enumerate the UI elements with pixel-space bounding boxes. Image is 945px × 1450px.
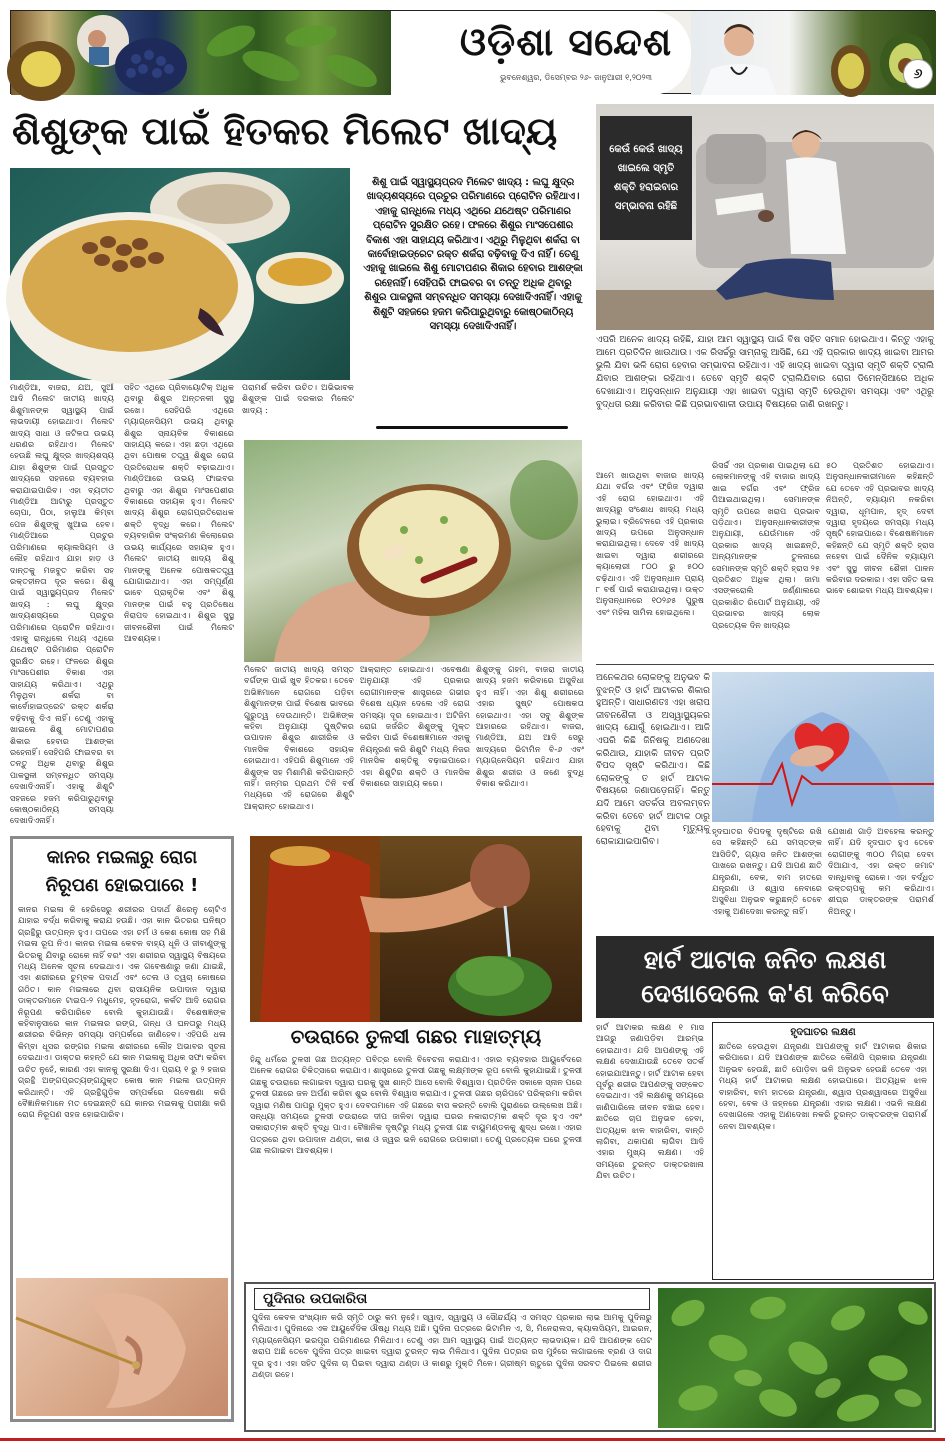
millet-lead-underline — [376, 426, 568, 429]
ear-headline: କାନର ମଇଳାରୁ ରୋଗ ନିରୂପଣ ହୋଇପାରେ ! — [45, 847, 199, 896]
millet-lower-col-b — [360, 664, 470, 830]
millet-column-2 — [124, 382, 234, 830]
millet-lead-paragraph — [362, 176, 584, 334]
millet-c2b-text: ଆକ୍ରାନ୍ତ ହୋଇଥାଏ। ଏବେଷଣା ଅନୁଯାୟୀ ଏହି ପ୍ରକାର ରୋଗୀମାନଙ୍କ ଶାସ୍ତ୍ରରେ ଗଭୀର ବିଶେଷ ଧ୍ୟାନ ଦେଲେ ଏହି ରୋଗ ସମସ୍ୟା ଦୂର ହୋଇଥାଏ। ଅଟିଜିମ ରୋଗ ଜର୍ଜରିତ ଶିଶୁଙ୍କୁ ମୁକ୍ତ କରିବା ପାଇଁ ବିଶେଷଜ୍ଞମାନେ ଏହାକୁ ନିୟନ୍ତ୍ରଣ କରି ଶିଶୁଟି ମଧ୍ୟ ନିଜର ମାନସିକ ଶକ୍ତିକୁ ବଢ଼ାଇପାରେ। ଏହା ଶିଶୁଟିର ଶକ୍ତି ଓ ମାନସିକ ବିକାଶରେ ସାହାଯ୍ୟ କରେ। — [360, 664, 470, 789]
heart-column-a — [712, 826, 822, 932]
memory-column-3 — [826, 460, 934, 660]
millet-bowl-photo — [244, 440, 582, 662]
masthead — [10, 10, 935, 94]
millet-col3-text: ପରାମର୍ଶ କରିବା ଉଚିତ। ଅଭିଭାବକ ଶିଶୁଙ୍କ ପାଇଁ ଦରକାର ମିଲେଟ ଖାଦ୍ୟ : — [242, 382, 354, 415]
memory-col3-text: ୫୦ ପ୍ରତିଶତ ହୋଇଥାଏ। ଅନୁସନ୍ଧାନକାରୀମାନେ କହିଛନ୍ତି ଯେ ତେବେ ଏହି ପ୍ରଭାବର ଖାଦ୍ୟ ନିଅନ୍ତି, ବ୍ୟାୟାମ ନକରିବା ଦ୍ୱାରା, ଧୂମପାନ, ହୃଦ୍ ଦେବୀ ଦ୍ୱାରା ହୃଦୟରେ ସମସ୍ୟା ମଧ୍ୟ ସୃଷ୍ଟି ହୋଇପାରେ। ବିଶେଷଜ୍ଞମାନେ କହିଛନ୍ତି ଯେ ସ୍ମୃତି ଶକ୍ତି ହ୍ରାସ ନହେବା ପାଇଁ ଦୈନିକ ବ୍ୟାୟାମ ଏବଂ ସୁସ୍ଥ ଜୀବନ ଶୈଳୀ ପାଳନ କରିବାର ଦରକାର। ଏହା ସହିତ ଭଲ ଭାବେ ଶୋଇବା ମଧ୍ୟ ଆବଶ୍ୟକ। — [826, 460, 934, 596]
millet-lower-col-a — [244, 664, 354, 830]
mint-headline-box — [254, 1288, 650, 1310]
memory-column-2 — [712, 460, 820, 660]
heart-symptoms-text: ଛାତିରେ ହେଉଥିବା ଯନ୍ତ୍ରଣା ଆପଣଙ୍କୁ ହାର୍ଟ ଆଟାକର ଶିକାର କରିପାରେ। ଯଦି ଆପଣଙ୍କ ଛାତିରେ କୌଣସି ପ୍ରକାର ଯନ୍ତ୍ରଣା ଅନୁଭବ ହେଉଛି, ଛାତି ପୋଡ଼ିବା ଭଳି ଅନୁଭବ ହେଉଛି ତେବେ ଏହା ମଧ୍ୟ ହାର୍ଟ ଆଟାକର ଲକ୍ଷଣ ହୋଇପାରେ। ଅତ୍ୟଧିକ ଝାଳ ବାହାରିବା, ବାମ ହାତରେ ଯନ୍ତ୍ରଣା, ଶ୍ୱାସ ପ୍ରଶ୍ୱାସରେ ଅସୁବିଧା ହେବା, ବେକ ଓ ଜହ୍ନରେ ଯନ୍ତ୍ରଣା ଏହାର ଲକ୍ଷଣ। ଏଭଳି ଲକ୍ଷଣ ଦେଖାଗଲେ ଏହାକୁ ଅଣଦେଖା ନକରି ତୁରନ୍ତ ଡାକ୍ତରଙ୍କ ପରାମର୍ଶ ନେବା ଆବଶ୍ୟକ। — [719, 1041, 927, 1131]
heart-lead-paragraph — [596, 672, 710, 847]
heart-column-c — [596, 1022, 704, 1280]
dateline: ଭୁବନେଶ୍ୱର, ଡିସେମ୍ବର ୨୬- ଜାନୁଆରୀ ୧,୨୦୨୩ — [500, 73, 652, 82]
heart-symptoms-box — [712, 1022, 934, 1280]
mint-body — [252, 1312, 652, 1428]
page-bottom-rule — [0, 1438, 945, 1441]
mint-headline: ପୁଦିନାର ଉପକାରିତା — [263, 1291, 368, 1307]
millet-porridge-photo — [10, 168, 350, 380]
tulsi-pouring-photo — [250, 836, 582, 1022]
millet-column-1 — [10, 382, 114, 830]
heart-col-c-text: ହାର୍ଟ ଆଟାକର ଲକ୍ଷଣ ୧ ମାସ ଆଗରୁ ଜଣାପଡ଼ିବା ଆରମ୍ଭ ହୋଇଥାଏ। ଯଦି ଆପଣଙ୍କୁ ଏହି ଲକ୍ଷଣ ଦେଖାଯାଉଛି ତେବେ ସତର୍କ ହୋଇଯାଆନ୍ତୁ। ହାର୍ଟ ଆଟାକ ହେବା ପୂର୍ବରୁ ଶରୀର ଆପଣଙ୍କୁ ସଙ୍କେତ ଦେଇଥାଏ। ଏହି ଲକ୍ଷଣକୁ ସମୟରେ ଜାଣିପାରିଲେ ଜୀବନ ବଞ୍ଚାଇ ହେବ। ଛାତିରେ ଚାପ ଅନୁଭବ ହେବା, ଅତ୍ୟଧିକ ଝାଳ ବାହାରିବା, ବାନ୍ତି ଲାଗିବା, ଥକାପଣ ଲାଗିବା ଆଦି ଏହାର ମୁଖ୍ୟ ଲକ୍ଷଣ। ଏହି ସମୟରେ ତୁରନ୍ତ ଡାକ୍ତରଖାନା ଯିବା ଉଚିତ। — [596, 1022, 704, 1181]
millet-col2-text: ସହିତ ଏଥିରେ ପ୍ରିବାୟୋଟିକ୍ ଅଧିକ ଥିବାରୁ ଶିଶୁର ଅନ୍ତନଳୀ ସୁସ୍ଥ ରଖେ। ସେହିପରି ଏଥିରେ ମ୍ୟାଗ୍ନେସିୟମ ଉଭୟ ଥିବାରୁ ଶିଶୁର ସ୍ନାୟବିକ ବିକାଶରେ ସାହାଯ୍ୟ କରେ। ଏହା ଛଡ଼ା ଏଥିରେ ଥିବା ପୋଷକ ତତ୍ତ୍ୱ ଶିଶୁର ରୋଗ ପ୍ରତିରୋଧକ ଶକ୍ତି ବଢ଼ାଇଥାଏ। ମାଣ୍ଡିଆରେ ଉଭୟ ଫାଇବର ଥିବାରୁ ଏହା ଶିଶୁର ମାଂସପେଶୀର ବିକାଶରେ ସହାୟକ ହୁଏ। ମିଲେଟ ଖାଦ୍ୟ ଶିଶୁର ରୋଗପ୍ରତିରୋଧକ ଶକ୍ତି ବୃଦ୍ଧି କରେ। ମିଲେଟ ବ୍ୟବହାରିକ ସଂକ୍ରମଣ କିଲୋରେର ଉଭୟ କାର୍ଯ୍ୟରେ ସହାୟକ ହୁଏ। ମିଲେଟ ଜାତୀୟ ଖାଦ୍ୟ ଶିଶୁ ମାନଙ୍କୁ ଅନେକ ପୋଷକତତ୍ତ୍ୱ ଯୋଗାଇଥାଏ। ଏହା ସମ୍ପୂର୍ଣ୍ଣ ଭାବେ ପ୍ରାକୃତିକ ଏବଂ ଶିଶୁ ମାନଙ୍କ ପାଇଁ ବହୁ ପ୍ରତିଷେଧ ନିରାପଦ ହୋଇଥାଏ। ଶିଶୁର ସୁସ୍ଥ ଜୀବନଶୈଳୀ ପାଇଁ ମିଲେଟ ଆବଶ୍ୟକ। — [124, 382, 234, 643]
memory-bottom-rule — [596, 664, 934, 665]
memory-column-1 — [596, 470, 704, 660]
millet-lead-text: ଶିଶୁ ପାଇଁ ସ୍ୱାସ୍ଥ୍ୟପ୍ରଦ ମିଲେଟ ଖାଦ୍ୟ : ଲଘୁ କ୍ଷୁଦ୍ର ଖାଦ୍ୟଶସ୍ୟରେ ପ୍ରଚୁର ପରିମାଣରେ ପ୍ରୋଟିନ ରହିଥାଏ। ଏହାକୁ ରାନ୍ଧିଲେ ମଧ୍ୟ ଏଥିରେ ଯଥେଷ୍ଟ ପରିମାଣର ପ୍ରୋଟିନ ସୁରକ୍ଷିତ ରହେ। ଫଳରେ ଶିଶୁର ମାଂସପେଶୀର ବିକାଶ ଏହା ସାହାଯ୍ୟ କରିଥାଏ। ଏଥିରୁ ମିଳୁଥିବା ଶର୍କରା ବା କାର୍ବୋହାଇଡ୍ରେଟ ରକ୍ତ ଶର୍କରା ବଢ଼ିବାକୁ ଦିଏ ନାହିଁ। ତେଣୁ ଏହାକୁ ଖାଇଲେ ଶିଶୁ ମୋଟାପଣର ଶିକାର ହେବାର ଆଶଙ୍କା ରହେନାହିଁ। ସେହିପରି ଫାଇବର ବା ତନ୍ତୁ ଅଧିକ ଥିବାରୁ ଶିଶୁର ପାକସ୍ଥଳୀ ସମ୍ବନ୍ଧିତ ସମସ୍ୟା ଦେଖାଦିଏନାହିଁ। ଏହାକୁ ଶିଶୁଟି ସହଜରେ ହଜମ କରିପାରୁଥିବାରୁ କୋଷ୍ଠକାଠିନ୍ୟ ସମସ୍ୟା ଦେଖାଦିଏନାହିଁ। — [363, 177, 583, 333]
memory-callout-box — [600, 116, 692, 240]
masthead-food-photo — [11, 11, 391, 95]
heart-headline-box — [596, 936, 934, 1018]
memory-col2-text: ରିସର୍ଚ୍ଚ ଏହା ପ୍ରକାଶ ପାଇଥିଲା ଯେ ଲୋକମାନଙ୍କୁ ଏହି ବାଜାର ଖାଦ୍ୟ ଖାଇ ବର୍ଗର ଏବଂ ଫ୍ରିଜ ପିଆଇଥାଇଥିଲା। ସେମାନଙ୍କ ସ୍ମୃତି ଉପରେ ଖରାପ ପ୍ରଭାବ ପଡ଼ିଥାଏ। ଅନୁସନ୍ଧାନକାରୀଙ୍କ ଅନୁଯାୟୀ, ଯେଉଁମାନେ ଏହି ପ୍ରକାର ଖାଦ୍ୟ ଖାଇଛନ୍ତି, ଅନ୍ୟମାନଙ୍କ ତୁଳନାରେ ସେମାନଙ୍କ ସ୍ମୃତି ଶକ୍ତି ହ୍ରାସ ୨୫ ପ୍ରତିଶତ ଅଧିକ ଥିଲା। ଜାମା ଏସଙ୍କରୋଲି ଜର୍ଣ୍ଣାଲରେ ପ୍ରକାଶିତ ରିପୋର୍ଟ ଅନୁଯାୟୀ, ଏହି ପ୍ରଭାବର ଖାଦ୍ୟ ଲୋକ ପ୍ରତ୍ୟେକ ଦିନ ଖାଦ୍ୟର — [712, 460, 820, 630]
heart-lead-text: ଅନେକଥର ଲୋକଙ୍କୁ ଅନୁଭବ କି ବୁଝନ୍ତି ଓ ହାର୍ଟ ଆଟାକର ଶିକାର ହୁଅନ୍ତି। ସାଧାରଣତଃ ଏହା ଖରାପ ଜୀବନଶୈଳୀ ଓ ଅସ୍ୱାସ୍ଥ୍ୟକର ଖାଦ୍ୟ ଯୋଗୁଁ ହୋଇଥାଏ। ଆଜି ଏପରି କିଛି ଜିନିଷକୁ ଅଣଦେଖା କରିଥାଉ, ଯାହାକି ଜୀବନ ପ୍ରତି ବିପଦ ସୃଷ୍ଟି କରିଥାଏ। କିଛି ଲୋକଙ୍କୁ ତ ହାର୍ଟ ଆଟାକ ବିଷୟରେ ଜଣାପଡ଼େନାହିଁ। କିନ୍ତୁ ଯଦି ଆମେ ସତର୍କତା ଅବଲମ୍ବନ କରିବା ତେବେ ହାର୍ଟ ଆଟାକ ଠାରୁ ହେବାକୁ ଥିବା ମୃତ୍ୟୁକୁ ରୋକାଯାଇପାରିବ। — [596, 673, 710, 847]
mint-body-text: ପୁଦିନା କେବଳ ସଂଖ୍ୟାନ କରି ସ୍ମୃତି ଠାରୁ କମ ନୁହେଁ। ସ୍ୱାଦ, ସ୍ୱାସ୍ଥ୍ୟ ଓ ସୌନ୍ଦର୍ଯ୍ୟ ଏ ସମସ୍ତ ପ୍ରକାର ଲାଭ ଆମକୁ ପୁଦିନାରୁ ମିଳିଥାଏ। ପୁଦିନାରେ ଏକ ଆୟୁର୍ବେଦିକ ଔଷଧି ମଧ୍ୟ ଅଛି। ପୁଦିନା ପତ୍ରରେ ଭିଟାମିନ ଏ, ସି, ମିନେରାଲସ, କ୍ୟାଲସିୟମ, ଆଇରନ, ମ୍ୟାଗ୍ନେସିୟମ ଭରପୂର ପରିମାଣରେ ମିଳିଥାଏ। ତେଣୁ ଏହା ଆମ ସ୍ୱାସ୍ଥ୍ୟ ପାଇଁ ଅତ୍ୟନ୍ତ ଲାଭଦାୟକ। ଯଦି ଆପଣଙ୍କ ପେଟ ଖରାପ ଅଛି ତେବେ ପୁଦିନା ପତ୍ର ଖାଇବା ଦ୍ୱାରା ତୁରନ୍ତ ଲାଭ ମିଳିଥାଏ। ପୁଦିନା ପତ୍ରର ରସ ମୁହଁରେ ଲଗାଇଲେ ବ୍ରଣ ଓ ଦାଗ ଦୂର ହୁଏ। ଏହା ସହିତ ପୁଦିନା ଚା ପିଇବା ଦ୍ୱାରା ଥଣ୍ଡା ଓ କାଶରୁ ମୁକ୍ତି ମିଳେ। ଗ୍ରୀଷ୍ମ ଋତୁରେ ପୁଦିନା ସରବତ ପିଇଲେ ଶରୀର ଥଣ୍ଡା ରହେ। — [252, 1312, 652, 1380]
memory-col1-text: ଆମେ ଖାଉଥିବା ବାଜାର ଖାଦ୍ୟ ଯଥା ବର୍ଗର ଏବଂ ଫ୍ରିଜ ଦ୍ୱାରା ଏହି ରୋଗ ହୋଇଥାଏ। ଏହି ଖାଦ୍ୟରୁ ସଂଶୋଧ ଖାଦ୍ୟ ମଧ୍ୟ ଭୁଲାଇ। ବ୍ରିଟେନରେ ଏହି ପ୍ରକାର ଖାଦ୍ୟ ଉପରେ ଅନୁସନ୍ଧାନ କରାଯାଇଥିଲା। ଦେବେ ଏହି ଖାଦ୍ୟ ଖାଇବା ଦ୍ୱାରା ଶରୀରରେ କ୍ୟାଲୋରୀ ୮୦୦ ରୁ ୫୦୦ ଚଢ଼ିଥାଏ। ଏହି ଅନୁସନ୍ଧାନ ପ୍ରାୟ ୮ ବର୍ଷ ପାଇଁ କରାଯାଇଥିଲା। ଉକ୍ତ ଅନୁସନ୍ଧାନରେ ୧୦୨୬୫ ପୁରୁଷ ଏବଂ ମହିଳା ସାମିଲ ହୋଇଥିଲେ। — [596, 470, 704, 617]
page-number: ୬ — [913, 66, 923, 82]
memory-lead-paragraph — [596, 334, 934, 456]
heart-col-a-text: ହୃଦଘାତର ବିପଦକୁ ଦୃଷ୍ଟିରେ ରଖି ସେ କହିଛନ୍ତି ଯେ ସମସ୍ତଙ୍କ ଆସିଡିଟି, ଗ୍ୟାସ ଜନିତ ଆଶଙ୍କା ପାଖରେ ରଖନ୍ତୁ। ଯଦି ଆପଣ ଛାତି ଯନ୍ତ୍ରଣା, ବେକ, ବାମ ହାତରେ ଯନ୍ତ୍ରଣା ଓ ଶ୍ୱାସ ନେବାରେ ଅସୁବିଧା ଅନୁଭବ କରୁଛନ୍ତି ତେବେ ଏହାକୁ ଅଣଦେଖା କରନ୍ତୁ ନାହିଁ। — [712, 826, 822, 916]
millet-c2c-text: ଶିଶୁଙ୍କୁ ଗହମ, ବାଜରା ଜାତୀୟ ଖାଦ୍ୟ ହଜମ କରିବାରେ ଅସୁବିଧା ହୁଏ ନାହିଁ। ଏହା ଶିଶୁ ଶରୀରରେ ଏହାର ସୁଷ୍ଟ ପୋଷକତା ହୋଇଥାଏ। ଏହା ସବୁ ଶିଶୁଙ୍କ ଆହାରରେ ରହିଥାଏ। ବାଜରା, ମାଣ୍ଡିଆ, ଯଅ ଆଦି ସେରୁ ଖାଦ୍ୟରେ ଭିଟାମିନ ବି-୬ ଏବଂ ମ୍ୟାଗ୍ନେସିୟମ ରହିଥାଏ ଯାହା ଶିଶୁର ଶରୀର ଓ ଜଣେ ବୁଦ୍ଧି ବିକାଶ କରିଥାଏ। — [476, 664, 584, 789]
heart-headline: ହାର୍ଟ ଆଟାକ ଜନିତ ଲକ୍ଷଣ ଦେଖାଦେଲେ କ'ଣ କରିବେ — [641, 945, 889, 1008]
heart-symptoms-title: ହୃଦଘାତର ଲକ୍ଷଣ — [790, 1027, 856, 1038]
ear-body-text: କାନର ମଇଳା କି ହେରିସେରୁ ଶରୀରର ପଦାର୍ଥ ଶିରେନୁ ଚୋଟିଏ ଯାହାର ବର୍ଦ୍ଧ କରିବାକୁ କରାଯ ହଉଛି। ଏହା କାନ ଭିତରର ଘନିଷ୍ଠ ଗ୍ରନ୍ଥିରୁ ଉତ୍ପନ୍ନ ହୁଏ। ତାପରେ ଏହା ଚର୍ମ ଓ କେଶ କୋଷ ସହ ମିଶି ମଇଳା ରୂପ ନିଏ। କାନର ମଇଳା କେବଳ ବାହ୍ୟ ଧୂଳି ଓ ଜୀବାଣୁଙ୍କୁ ଭିତରକୁ ଯିବାରୁ ରୋକେ ନାହିଁ ବରଂ ଏହା ଶରୀରର ସ୍ୱାସ୍ଥ୍ୟ ବିଷୟରେ ମଧ୍ୟ ଅନେକ ସୂଚନା ଦେଇଥାଏ। ଏକ ଗବେଷଣାରୁ ଜଣା ଯାଇଛି, ଏହା ଶରୀରରେ ଚୁମ୍ବକ ପଦାର୍ଥ ଏବଂ ତେଲ ଓ ତ୍ୱଚା କୋଷରେ ଗଠିତ। କାନ ମଇଳାରେ ଥିବା ରାସାୟନିକ ଉପାଦାନ ଦ୍ୱାରା ଡାକ୍ତରମାନେ ଟାଇପ-୨ ମଧୁମେହ, ହୃଦରୋଗ, କର୍କଟ ଆଦି ରୋଗର ନିରୂପଣ କରିପାରିବେ ବୋଲି କୁହାଯାଉଛି। ବିଶେଷଜ୍ଞଙ୍କ କହିବାନୁସାରେ କାନ ମଇଳାର ରଙ୍ଗ, ଗନ୍ଧ ଓ ଘନତାରୁ ମଧ୍ୟ ଶରୀରର ବିଭିନ୍ନ ସମସ୍ୟା ସମ୍ପର୍କରେ ଜାଣିହେବ। ଏହିପରି ଧଳା କିମ୍ବା ଧୂସର ରଙ୍ଗର ମଇଳା ଶରୀରରେ ଲୌହ ଅଭାବର ସୂଚନା ଦେଇଥାଏ। ଡାକ୍ତର କହନ୍ତି ଯେ କାନ ମଇଳାକୁ ଅଧିକ ସଫା କରିବା ଉଚିତ ନୁହେଁ, କାରଣ ଏହା କାନକୁ ସୁରକ୍ଷା ଦିଏ। ପ୍ରାୟ ୧ ରୁ ୨ ହଜାର ଗ୍ରନ୍ଥି ଅଙ୍ଗପ୍ରତ୍ୟଙ୍ଗଯୁକ୍ତ କୋଷ କାନ ମଇଳା ଉତ୍ପନ୍ନ କରିଥାନ୍ତି। ଏହି ଗ୍ରନ୍ଥିଗୁଡ଼ିକ ସମ୍ପର୍କରେ ଗବେଷଣା କରି ବୈଜ୍ଞାନିକମାନେ ମତ ଦେଇଛନ୍ତି ଯେ କାନର ମଇଳାକୁ ପରୀକ୍ଷା କରି ରୋଗ ନିରୂପଣ ସହଜ ହୋଇପାରିବ। — [18, 904, 226, 1120]
ear-body — [18, 904, 226, 1276]
masthead-doctor-photo — [691, 11, 936, 95]
millet-c2a-text: ମିଲେଟ ଜାତୀୟ ଖାଦ୍ୟ ସମସ୍ତ ବର୍ଗଙ୍କ ପାଇଁ ଖୁବ ହିତକର। ତେବେ ଅଭିଜ୍ଞମାନେ ରୋଗରେ ପଡ଼ିବା ଶିଶୁମାନଙ୍କ ପାଇଁ ବିଶେଷ ଭାବରେ ଗୁରୁତ୍ୱ ଦେଉଥାନ୍ତି। ଅଭିଜ୍ଞଙ୍କ କହିବା ଅନୁଯାୟୀ ପୁଷ୍ଟିକର ଉପାଦାନ ଶିଶୁର ଶାରୀରିକ ଓ ମାନସିକ ବିକାଶରେ ସହାୟକ ହୋଇଥାଏ। ଏହିପରି ଶିଶୁମାନେ ଏହି ଶିଶୁଙ୍କ ସହ ମିଶାମିଶି କରିପାରନ୍ତି ନାହିଁ। ଜନ୍ମର ପ୍ରଥମ ତିନି ବର୍ଷ ମଧ୍ୟରେ ଏହି ରୋଗରେ ଶିଶୁଟି ଆକ୍ରାନ୍ତ ହୋଇଥାଏ। — [244, 664, 354, 811]
heart-column-b — [828, 826, 934, 932]
ear-cleaning-photo — [16, 1278, 228, 1416]
newspaper-title: ଓଡ଼ିଶା ସନ୍ଦେଶ — [459, 20, 673, 64]
tulsi-body-text: ହିନ୍ଦୁ ଧର୍ମରେ ତୁଳସୀ ଗଛ ଅତ୍ୟନ୍ତ ପବିତ୍ର ବୋଲି ବିବେଚନା କରାଯାଏ। ଏହାର ବ୍ୟବହାର ଆୟୁର୍ବେଦରେ ଅନେକ ରୋଗର ଚିକିତ୍ସାରେ କରାଯାଏ। ଶାସ୍ତ୍ରରେ ତୁଳସୀ ଗଛକୁ ଲକ୍ଷ୍ମୀଙ୍କ ରୂପ ବୋଲି କୁହାଯାଇଛି। ତୁଳସୀ ଗଛକୁ ଚଉରାରେ ଲଗାଇବା ଦ୍ୱାରା ଘରକୁ ସୁଖ ଶାନ୍ତି ଆସେ ବୋଲି ବିଶ୍ୱାସ। ପ୍ରତିଦିନ ସକାଳେ ସ୍ନାନ ପରେ ତୁଳସୀ ଗଛରେ ଜଳ ଅର୍ପଣ କରିବା ଶୁଭ ବୋଲି ବିଶ୍ୱାସ କରାଯାଏ। ତୁଳସୀ ଗଛର ଚାରିପଟେ ପରିକ୍ରମା କରିବା ଦ୍ୱାରା ମଣିଷ ପାପରୁ ମୁକ୍ତ ହୁଏ। ଦେବତାମାନେ ଏହି ଗଛରେ ବାସ କରନ୍ତି ବୋଲି ପୁରାଣରେ ଉଲ୍ଲେଖ ଅଛି। ସନ୍ଧ୍ୟା ସମୟରେ ତୁଳସୀ ଚଉରାରେ ଦୀପ ଜାଳିବା ଦ୍ୱାରା ଘରର ନକାରାତ୍ମକ ଶକ୍ତି ଦୂର ହୁଏ ଏବଂ ସକାରାତ୍ମକ ଶକ୍ତି ବୃଦ୍ଧି ପାଏ। ବୈଜ୍ଞାନିକ ଦୃଷ୍ଟିରୁ ମଧ୍ୟ ତୁଳସୀ ଗଛ ବାୟୁମଣ୍ଡଳକୁ ଶୁଦ୍ଧ ରଖେ। ଏହାର ପତ୍ରରେ ଥିବା ଉପାଦାନ ଥଣ୍ଡା, କାଶ ଓ ଜ୍ୱର ଭଳି ରୋଗରେ ଉପକାରୀ। ତେଣୁ ପ୍ରତ୍ୟେକ ଘରେ ତୁଳସୀ ଗଛ ଲଗାଇବା ଆବଶ୍ୟକ। — [250, 1054, 582, 1156]
heart-col-b-text: ଯେଖାଣ ଗାଡ଼ି ଅବହେଳା କରନ୍ତୁ ନାହିଁ। ଯଦି ହୃଦଘାତ ହୁଏ ତେବେ ରୋଗୀଙ୍କୁ ୩୦୦ ମିଗ୍ରା ଦେବା ଦିଆଯାଏ, ଏହା ରକ୍ତ ଜମାଟ ବାନ୍ଧିବାକୁ ରୋକେ। ଏହା ବର୍ଦ୍ଧିତ ରକ୍ତଚାପକୁ କମ କରିଥାଏ। ଶୀଘ୍ର ଡାକ୍ତରଙ୍କ ପରାମର୍ଶ ନିଅନ୍ତୁ। — [828, 826, 934, 916]
millet-col1-text: ମାଣ୍ଡିଆ, ବାଜରା, ଯଅ, ସୁଆଁ ଆଦି ମିଲେଟ ଜାତୀୟ ଖାଦ୍ୟ ଶିଶୁମାନଙ୍କ ସ୍ୱାସ୍ଥ୍ୟ ପାଇଁ ଲାଭଦାୟୀ ହୋଇଥାଏ। ମିଲେଟ ଖାଦ୍ୟ ସାଧା ଓ ଜଟିଳତା ଉଭୟ ଧରଣର ରହିଥାଏ। ମିଲେଟ ହେଉଛି ଲଘୁ କ୍ଷୁଦ୍ର ଖାଦ୍ୟଶସ୍ୟ ଯାହା ଶିଶୁଙ୍କ ପାଇଁ ପ୍ରସ୍ତୁତ ଖାଦ୍ୟରେ ସହଜରେ ବ୍ୟବହାର କରାଯାଇପାରିବ। ଏହା ବ୍ୟତୀତ ମାଣ୍ଡିଆ ଆଟାରୁ ପ୍ରସ୍ତୁତ ଚୋପା, ପିଠା, ହାଲୁଆ କିମ୍ବା ପେଜ ଶିଶୁଙ୍କୁ ଖୁଆଇ ହେବ। ମାଣ୍ଡିଆରେ ପ୍ରଚୁର ପରିମାଣରେ କ୍ୟାଲସିୟମ ଓ ଲୌହ ରହିଥାଏ ଯାହା ହାଡ଼ ଓ ଦାନ୍ତକୁ ମଜବୁତ କରିବା ସହ ରକ୍ତହୀନତା ଦୂର କରେ। ଶିଶୁ ପାଇଁ ସ୍ୱାସ୍ଥ୍ୟପ୍ରଦ ମିଲେଟ ଖାଦ୍ୟ : ଲଘୁ କ୍ଷୁଦ୍ର ଖାଦ୍ୟଶସ୍ୟରେ ପ୍ରଚୁର ପରିମାଣରେ ପ୍ରୋଟିନ ରହିଥାଏ। ଏହାକୁ ରାନ୍ଧିଲେ ମଧ୍ୟ ଏଥିରେ ଯଥେଷ୍ଟ ପରିମାଣର ପ୍ରୋଟିନ ସୁରକ୍ଷିତ ରହେ। ଫଳରେ ଶିଶୁର ମାଂସପେଶୀର ବିକାଶ ଏହା ସାହାଯ୍ୟ କରିଥାଏ। ଏଥିରୁ ମିଳୁଥିବା ଶର୍କରା ବା କାର୍ବୋହାଇଡ୍ରେଟ ରକ୍ତ ଶର୍କରା ବଢ଼ିବାକୁ ଦିଏ ନାହିଁ। ତେଣୁ ଏହାକୁ ଖାଇଲେ ଶିଶୁ ମୋଟାପଣର ଶିକାର ହେବାର ଆଶଙ୍କା ରହେନାହିଁ। ସେହିପରି ଫାଇବର ବା ତନ୍ତୁ ଅଧିକ ଥିବାରୁ ଶିଶୁର ପାକସ୍ଥଳୀ ସମ୍ବନ୍ଧିତ ସମସ୍ୟା ଦେଖାଦିଏନାହିଁ। ଏହାକୁ ଶିଶୁଟି ସହଜରେ ହଜମ କରିପାରୁଥିବାରୁ କୋଷ୍ଠକାଠିନ୍ୟ ସମସ୍ୟା ଦେଖାଦିଏନାହିଁ। — [10, 382, 114, 826]
mint-leaves-photo — [658, 1288, 932, 1428]
millet-headline: ଶିଶୁଙ୍କ ପାଇଁ ହିତକର ମିଲେଟ ଖାଦ୍ୟ — [12, 109, 558, 153]
memory-lead-text: ଏପରି ଅନେକ ଖାଦ୍ୟ ରହିଛି, ଯାହା ଆମ ସ୍ୱାସ୍ଥ୍ୟ ପାଇଁ ବିଷ ସହିତ ସମାନ ହୋଇଥାଏ। କିନ୍ତୁ ଏହାକୁ ଆମେ ପ୍ରତିଦିନ ଖାଉଥାଉ। ଏକ ରିସର୍ଚ୍ଚରୁ ସାମ୍ନାକୁ ଆସିଛି, ଯେ ଏହି ପ୍ରକାର ଖାଦ୍ୟ ଖାଇବା ଆମର ଭୁଲି ଯିବା ଭଳି ରୋଗ ହେବାର ସମ୍ଭାବନା ରହିଥାଏ। ଏହି ଖାଦ୍ୟ ଖାଇବା ଦ୍ୱାରା ସ୍ମୃତି ଶକ୍ତି ଟ୍ରାଲି ଯିବାର ଆଶଙ୍କା ରହିଥାଏ। ତେବେ ସ୍ମୃତି ଶକ୍ତି ଟ୍ରାଲିଯିବାର ରୋଗ ଡିମେନ୍ସିଆରେ ଅଧିକ ଦେଖାଯାଏ। ଅନୁସନ୍ଧାନ ଅନୁଯାୟୀ ଏହା ଖାଇବା ଦ୍ୱାରା ସ୍ମୃତି ହେଉଥିବା ସମସ୍ୟା ଏବଂ ଏଥିରୁ ବୁଦ୍ଧତା ରକ୍ଷା କରିବାର କିଛି ପ୍ରଭାବଶାଳୀ ଉପାୟ ବିଷୟରେ ଜାଣି ରଖନ୍ତୁ। — [596, 335, 934, 410]
memory-callout-text: କେଉଁ କେଉଁ ଖାଦ୍ୟ ଖାଇଲେ ସ୍ମୃତି ଶକ୍ତି ହରାଇବାର ସମ୍ଭାବନା ରହିଛି — [609, 144, 683, 212]
tulsi-headline: ଚଉରାରେ ତୁଳସୀ ଗଛର ମାହାତ୍ମ୍ୟ — [290, 1026, 542, 1048]
millet-column-3 — [242, 382, 354, 434]
heart-attack-photo — [712, 672, 934, 822]
millet-lower-col-c — [476, 664, 584, 830]
page-number-badge — [903, 59, 933, 89]
tulsi-body — [250, 1054, 582, 1276]
